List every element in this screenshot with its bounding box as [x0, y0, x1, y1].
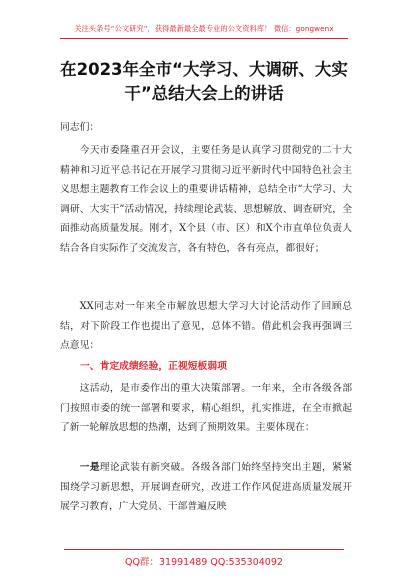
header-divider	[60, 38, 348, 39]
point-1-lead: 一是	[79, 462, 100, 473]
header-banner	[0, 0, 408, 42]
footer-divider	[64, 549, 344, 550]
title-line-2: 干”总结大会上的讲话	[124, 84, 284, 103]
body-paragraph-1: 今天市委隆重召开会议，主要任务是认真学习贯彻党的二十大精神和习近平总书记在开展学习贯彻习近平新时代中国特色社会主义思想主题教育工作会议上的重要讲话精神，总结全市“大学习、大调研、大实干”活动情况，持续理论武装、思想解放、调查研究，全面推动高质量发展。刚才，X个县（市、区）和X个市直单位负责人结合各自实际作了交流发言，各有特色，各有亮点，都很好；	[60, 145, 352, 254]
header-notice: 关注头条号“公文研究”，获得最新最全最专业的公文资料库！ 微信：gongwenx	[74, 24, 334, 33]
document-title	[40, 58, 368, 106]
salutation: 同志们：	[60, 122, 100, 133]
body-paragraph-2: XX同志对一年来全市解放思想大学习大讨论活动作了回顾总结，对下阶段工作也提出了意见，总体不错。借此机会我再强调三点意见：	[60, 301, 352, 352]
point-1-paragraph	[60, 458, 352, 517]
footer-contact: QQ群：31991489 QQ:535304092	[125, 557, 283, 568]
section-1-paragraph: 这活动，是市委作出的重大决策部署。一年来，全市各级各部门按照市委的统一部署和要求，精心组织，扎实推进，在全市掀起了新一轮解放思想的热潮，达到了预期效果。主要体现在：	[60, 383, 352, 434]
title-line-1: 在2023年全市“大学习、大调研、大实	[60, 60, 348, 79]
section-heading-1: 一、肯定成绩经验，正视短板弱项	[80, 361, 227, 372]
point-1-text: 理论武装有新突破。各级各部门始终坚持突出主题，紧紧围绕学习新思想，开展调查研究，改进工作作风促进高质量发展开展学习教育，广大党员、干部普遍反映	[60, 462, 353, 513]
